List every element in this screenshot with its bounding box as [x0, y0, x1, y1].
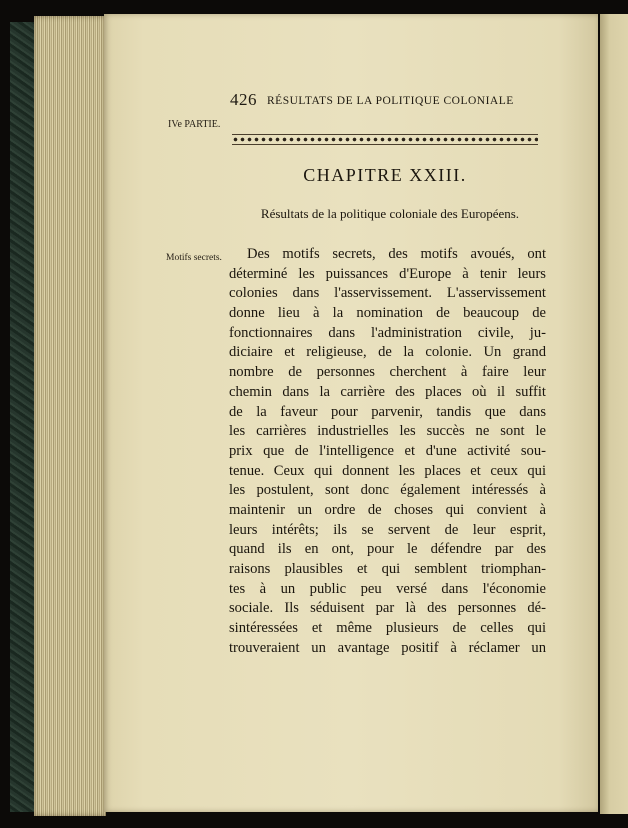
- part-label: IVe PARTIE.: [168, 119, 221, 130]
- text-line: diciaire et religieuse, de la colonie. Un grand: [229, 344, 546, 361]
- text-line: fonctionnaires dans l'administration civile, ju-: [229, 324, 546, 341]
- running-head: [230, 90, 514, 110]
- text-line: les postulent, sont donc également intéressés à: [229, 482, 546, 499]
- page-edges: [34, 16, 106, 816]
- text-line: prix que de l'intelligence et d'une activité sou-: [229, 442, 546, 459]
- text-line: maintenir un ordre de choses qui convient à: [229, 501, 546, 518]
- text-line: colonies dans l'asservissement. L'asservissement: [229, 285, 546, 302]
- text-line: leurs intérêts; ils se servent de leur esprit,: [229, 521, 546, 538]
- text-line: quand ils en ont, pour le défendre par des: [229, 541, 546, 558]
- text-line: Des motifs secrets, des motifs avoués, ont: [247, 246, 546, 262]
- text-line: tes à un public peu versé dans l'économie: [229, 580, 546, 597]
- margin-note: Motifs secrets.: [166, 253, 222, 263]
- text-line: de la faveur pour parvenir, tandis que dans: [229, 403, 546, 420]
- facing-page-edge: [600, 14, 628, 814]
- text-line: trouveraient un avantage positif à réclamer un: [229, 639, 546, 656]
- text-line: les carrières industrielles les succès ne sont le: [229, 423, 546, 440]
- text-line: raisons plausibles et qui semblent triomphan-: [229, 561, 546, 577]
- text-line: déterminé les puissances d'Europe à tenir leurs: [229, 265, 546, 282]
- text-line: chemin dans la carrière des places où il suffit: [229, 383, 546, 400]
- running-head-title: RÉSULTATS DE LA POLITIQUE COLONIALE: [267, 95, 514, 107]
- chapter-title: CHAPITRE XXIII.: [303, 165, 467, 185]
- text-line: nombre de personnes cherchent à faire leur: [229, 364, 546, 381]
- body-text: [229, 245, 546, 658]
- page-number: 426: [230, 90, 257, 109]
- ornamental-rule: [232, 134, 538, 145]
- chapter-subtitle: Résultats de la politique coloniale des Européens.: [260, 206, 520, 221]
- text-line: tenue. Ceux qui donnent les places et ceux qui: [229, 462, 546, 479]
- text-line: sociale. Ils séduisent par là des personnes dé-: [229, 600, 546, 617]
- text-line: sintéressées et même plusieurs de celles qui: [229, 620, 546, 637]
- text-line: donne lieu à la nomination de beaucoup de: [229, 305, 546, 322]
